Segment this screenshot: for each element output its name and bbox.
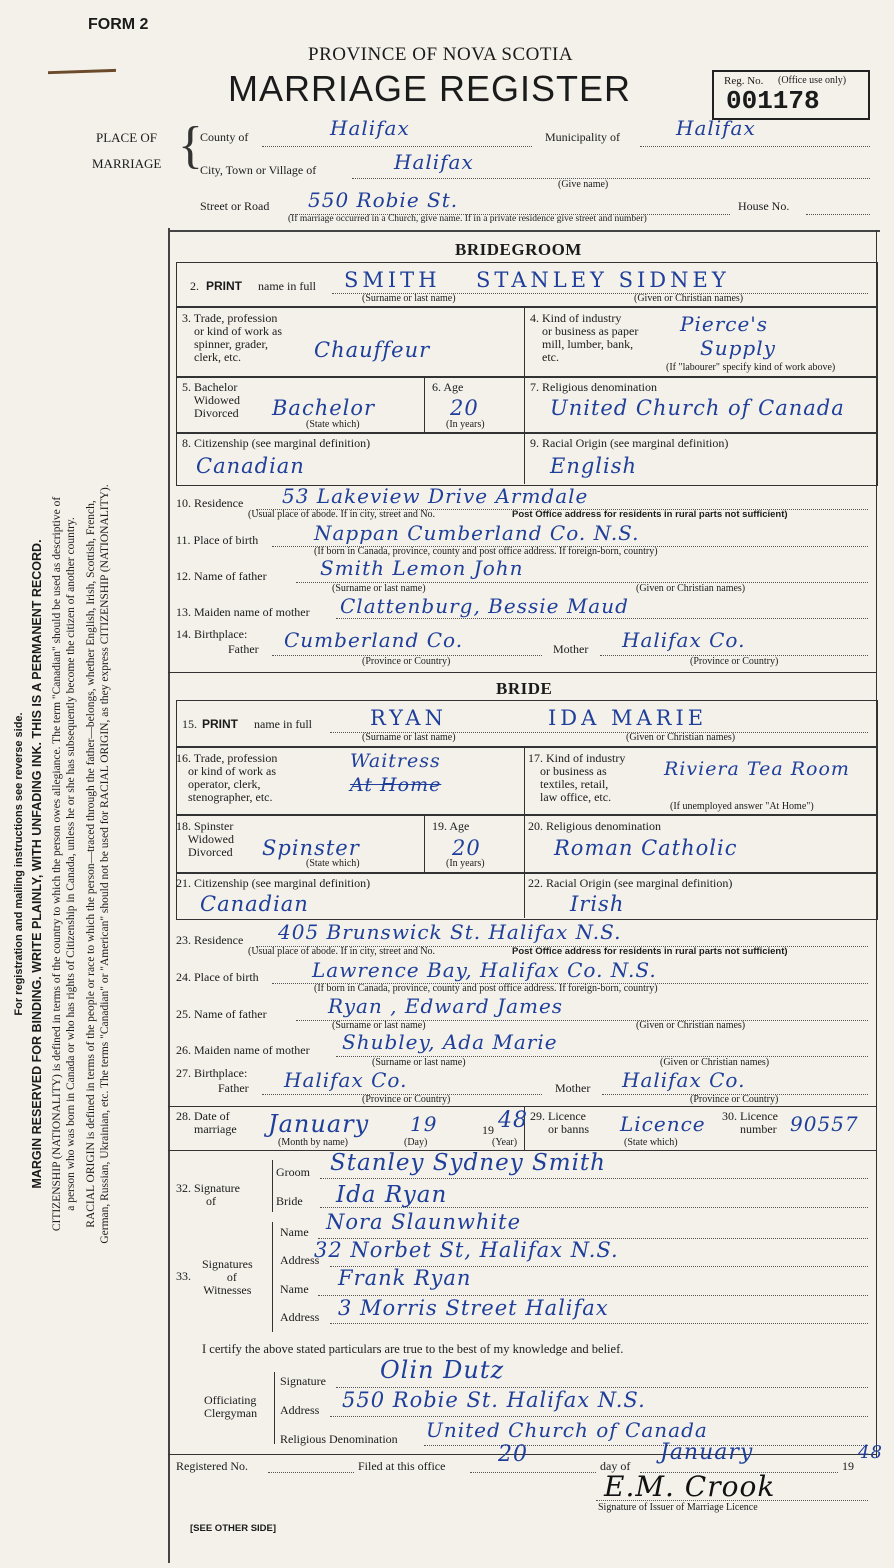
groom-age-value: 20 (450, 396, 479, 420)
certification-text: I certify the above stated particulars are true to the best of my knowledge and belief. (202, 1342, 624, 1356)
groom-racial-value: English (550, 454, 638, 478)
witness-1-address: 32 Norbet St, Halifax N.S. (314, 1238, 619, 1262)
groom-residence-label: 10. Residence (176, 496, 244, 510)
bride-mother-birthplace-value: Halifax Co. (622, 1068, 746, 1092)
groom-trade-value: Chauffeur (314, 338, 431, 362)
groom-religion-value: United Church of Canada (550, 396, 845, 420)
clergy-address: 550 Robie St. Halifax N.S. (342, 1388, 646, 1412)
groom-father-value: Smith Lemon John (320, 556, 524, 580)
licence-type-caption: (State which) (624, 1137, 678, 1148)
witness-1-name-label: Name (280, 1225, 309, 1239)
witness-2-address-label: Address (280, 1310, 320, 1324)
county-label: County of (200, 130, 249, 144)
groom-father-given-caption: (Given or Christian names) (636, 583, 746, 594)
street-note: (If marriage occurred in a Church, give name. If in a private residence give street and number) (288, 214, 647, 224)
witness-2-name: Frank Ryan (338, 1266, 472, 1290)
bride-father-birthplace-label: Father (218, 1081, 249, 1095)
witness-label: Signatures of Witnesses (202, 1257, 253, 1297)
groom-status-divider-1 (424, 376, 425, 432)
bride-status-divider-1 (424, 814, 425, 872)
page-title: MARRIAGE REGISTER (228, 68, 632, 109)
filed-day-line (470, 1472, 596, 1473)
bride-father-surname-caption: (Surname or last name) (332, 1020, 426, 1031)
groom-surname: SMITH (344, 268, 441, 292)
groom-birthplace-note: (If born in Canada, province, county and post office address. If foreign-born, country) (314, 546, 658, 557)
witness-bracket (272, 1222, 273, 1332)
municipality-label: Municipality of (545, 130, 620, 144)
groom-status-divider-2 (524, 376, 525, 432)
groom-citizenship-label: 8. Citizenship (see marginal definition) (182, 436, 371, 450)
groom-mother-label: 13. Maiden name of mother (176, 605, 310, 619)
city-value: Halifax (394, 150, 474, 174)
city-label: City, Town or Village of (200, 163, 317, 177)
groom-father-birthplace-value: Cumberland Co. (284, 628, 464, 652)
marriage-year-prefix: 19 (482, 1123, 494, 1137)
clergy-label: Officiating Clergyman (204, 1393, 258, 1420)
marriage-month-caption: (Month by name) (278, 1137, 348, 1148)
bride-marital-label: 18. Spinster Widowed Divorced (176, 819, 234, 859)
bride-father-given-caption: (Given or Christian names) (636, 1020, 746, 1031)
municipality-value: Halifax (676, 116, 756, 140)
office-use-label: (Office use only) (778, 75, 847, 86)
clergy-address-line (330, 1416, 868, 1417)
groom-mother-birthplace-label: Mother (553, 642, 589, 656)
groom-father-province-caption: (Province or Country) (362, 656, 451, 667)
bride-father-birthplace-value: Halifax Co. (284, 1068, 408, 1092)
bride-trade-value-2: At Home (350, 774, 442, 796)
bride-mother-given-caption: (Given or Christian names) (660, 1057, 770, 1068)
bride-surname: RYAN (370, 706, 447, 730)
groom-residence-note-1: (Usual place of abode. If in city, street and No. (248, 509, 436, 520)
groom-name-label: name in full (258, 279, 316, 293)
marriage-date-label: 28. Date of marriage (176, 1109, 237, 1136)
bride-racial-label: 22. Racial Origin (see marginal definition) (528, 876, 733, 890)
clergy-address-label: Address (280, 1403, 320, 1417)
groom-birthplace-label: 11. Place of birth (176, 533, 259, 547)
groom-signature-label: Groom (276, 1165, 310, 1179)
bride-citizenship-label: 21. Citizenship (see marginal definition) (176, 876, 371, 890)
ink-mark (48, 69, 116, 74)
bride-heading: BRIDE (496, 679, 553, 698)
bridegroom-heading: BRIDEGROOM (455, 240, 582, 259)
groom-residence-value: 53 Lakeview Drive Armdale (282, 484, 589, 508)
groom-residence-note-2: Post Office address for residents in rural parts not sufficient) (512, 509, 788, 520)
bride-surname-caption: (Surname or last name) (362, 732, 456, 743)
bride-trade-value-1: Waitress (350, 750, 441, 772)
bride-parents-birthplace-label: 27. Birthplace: (176, 1066, 248, 1080)
bride-citizenship-value: Canadian (200, 892, 309, 916)
bride-religion-value: Roman Catholic (554, 836, 738, 860)
groom-name-label-num: 2. (190, 279, 199, 293)
witness-2-name-label: Name (280, 1282, 309, 1296)
bride-citizenship-divider (524, 872, 525, 918)
city-line (352, 178, 870, 179)
bride-residence-note-1: (Usual place of abode. If in city, street and No. (248, 946, 436, 957)
bride-signature-label: Bride (276, 1194, 303, 1208)
marriage-day: 19 (410, 1112, 438, 1136)
groom-age-label: 6. Age (432, 380, 464, 394)
groom-industry-value-1: Pierce's (680, 312, 769, 336)
signature-label: 32. Signature of (176, 1181, 240, 1208)
groom-age-caption: (In years) (446, 419, 485, 430)
bride-residence-label: 23. Residence (176, 933, 244, 947)
groom-mother-line (336, 618, 868, 619)
bride-name-label-num: 15. (182, 717, 197, 731)
groom-mother-birthplace-value: Halifax Co. (622, 628, 746, 652)
binding-margin (12, 314, 162, 1414)
groom-given-caption: (Given or Christian names) (634, 293, 744, 304)
bride-age-value: 20 (452, 836, 481, 860)
groom-mother-value: Clattenburg, Bessie Maud (340, 594, 629, 618)
groom-given-names: STANLEY SIDNEY (476, 268, 730, 292)
groom-industry-note: (If "labourer" specify kind of work above) (666, 362, 836, 373)
groom-surname-caption: (Surname or last name) (362, 293, 456, 304)
clergy-signature: Olin Dutz (380, 1356, 505, 1384)
groom-racial-label: 9. Racial Origin (see marginal definition) (530, 436, 729, 450)
bride-father-value: Ryan , Edward James (328, 994, 564, 1018)
bride-father-label: 25. Name of father (176, 1007, 267, 1021)
house-no-line (806, 214, 870, 215)
witness-label-num: 33. (176, 1269, 191, 1283)
marriage-year: 48 (498, 1108, 528, 1133)
see-other-side: [SEE OTHER SIDE] (190, 1523, 277, 1534)
house-no-label: House No. (738, 199, 790, 213)
bride-mother-surname-caption: (Surname or last name) (372, 1057, 466, 1068)
issuer-signature-caption: Signature of Issuer of Marriage Licence (598, 1502, 758, 1513)
bride-industry-value: Riviera Tea Room (664, 758, 850, 780)
bride-religion-label: 20. Religious denomination (528, 819, 661, 833)
reg-number-box (712, 70, 870, 120)
groom-signature: Stanley Sydney Smith (330, 1150, 606, 1176)
witness-2-address-line (330, 1323, 868, 1324)
licence-type-label: 29. Licence or banns (530, 1109, 589, 1136)
witness-1-address-label: Address (280, 1253, 320, 1267)
place-brace: { (178, 117, 203, 174)
bride-racial-value: Irish (570, 892, 625, 916)
bride-print-label: PRINT (202, 717, 238, 731)
filed-day: 20 (498, 1442, 528, 1467)
bride-state-which: (State which) (306, 858, 360, 869)
groom-parents-birthplace-label: 14. Birthplace: (176, 627, 248, 641)
street-label: Street or Road (200, 199, 270, 213)
groom-marital-value: Bachelor (272, 396, 376, 420)
margin-line-1: For registration and mailing instructions see reverse side. (13, 712, 25, 1016)
issuer-signature-line (596, 1500, 868, 1501)
bride-mother-value: Shubley, Ada Marie (342, 1030, 558, 1054)
filed-year: 48 (858, 1442, 883, 1463)
place-of-label: PLACE OF (96, 130, 158, 145)
clergy-signature-label: Signature (280, 1374, 326, 1388)
clergy-religion-value: United Church of Canada (426, 1418, 708, 1442)
bride-birthplace-note: (If born in Canada, province, county and post office address. If foreign-born, country) (314, 983, 658, 994)
groom-mother-province-caption: (Province or Country) (690, 656, 779, 667)
groom-father-surname-caption: (Surname or last name) (332, 583, 426, 594)
filed-label: Filed at this office (358, 1459, 446, 1473)
municipality-line (640, 146, 870, 147)
marriage-day-caption: (Day) (404, 1137, 428, 1148)
bride-birthplace-label: 24. Place of birth (176, 970, 259, 984)
clergy-bracket (274, 1372, 275, 1444)
bride-residence-note-2: Post Office address for residents in rural parts not sufficient) (512, 946, 788, 957)
bride-section-rule (168, 672, 876, 673)
witness-2-address: 3 Morris Street Halifax (338, 1296, 609, 1320)
bride-age-caption: (In years) (446, 858, 485, 869)
bride-signature: Ida Ryan (336, 1182, 448, 1208)
bride-name-label: name in full (254, 717, 312, 731)
groom-signature-line (320, 1178, 868, 1179)
bride-marital-value: Spinster (262, 836, 360, 860)
bride-industry-note: (If unemployed answer "At Home") (670, 801, 814, 812)
filed-year-prefix: 19 (842, 1459, 854, 1473)
groom-trade-divider (524, 306, 525, 376)
clergy-religion-line (424, 1445, 868, 1446)
groom-father-birthplace-label: Father (228, 642, 259, 656)
registered-line (268, 1472, 354, 1473)
groom-birthplace-value: Nappan Cumberland Co. N.S. (314, 521, 640, 545)
licence-number-value: 90557 (790, 1112, 859, 1136)
bride-mother-label: 26. Maiden name of mother (176, 1043, 310, 1057)
groom-religion-label: 7. Religious denomination (530, 380, 657, 394)
groom-state-which: (State which) (306, 419, 360, 430)
issuer-signature: E.M. Crook (604, 1470, 776, 1503)
groom-print-label: PRINT (206, 279, 242, 293)
margin-line-4: a person who was born in Canada or who has rights of Citizenship in Canada, unless he or she has subsequently become the citizen of another country. (65, 517, 77, 1211)
bride-age-label: 19. Age (432, 819, 470, 833)
signature-bracket (272, 1160, 273, 1212)
county-line (262, 146, 532, 147)
bride-industry-label: 17. Kind of industry or business as textiles, retail, law office, etc. (528, 751, 626, 804)
bride-mother-province-caption: (Province or Country) (690, 1094, 779, 1105)
reg-number: 001178 (726, 86, 820, 116)
margin-line-2: MARGIN RESERVED FOR BINDING. WRITE PLAINLY, WITH UNFADING INK. THIS IS A PERMANENT RECORD. (30, 539, 44, 1189)
bride-given-names: IDA MARIE (548, 706, 708, 730)
marriage-section-rule-top (168, 1106, 876, 1107)
bride-trade-label: 16. Trade, profession or kind of work as operator, clerk, stenographer, etc. (176, 751, 278, 804)
registered-label: Registered No. (176, 1459, 248, 1473)
groom-industry-value-2: Supply (700, 336, 776, 360)
margin-line-6: German, Russian, Ukrainian, etc. The terms "Canadian" or "American" should not be used for RACIAL ORIGIN, as they express CITIZENSHIP (NATIONALITY). (99, 484, 111, 1244)
bride-status-divider-2 (524, 814, 525, 872)
witness-1-name: Nora Slaunwhite (326, 1210, 522, 1234)
margin-line-5: RACIAL ORIGIN is defined in terms of the people or race to which the person—traced through the father—belongs, whether English, Irish, Scottish, French, (85, 500, 97, 1228)
bride-trade-divider (524, 746, 525, 814)
reg-label: Reg. No. (724, 75, 764, 87)
province-heading: PROVINCE OF NOVA SCOTIA (308, 44, 574, 65)
groom-citizenship-value: Canadian (196, 454, 305, 478)
frame-left (168, 228, 170, 1563)
day-of-label: day of (600, 1459, 631, 1473)
groom-industry-label: 4. Kind of industry or business as paper mill, lumber, bank, etc. (530, 311, 639, 364)
groom-citizenship-divider (524, 432, 525, 484)
give-name-caption: (Give name) (558, 179, 609, 190)
marriage-label: MARRIAGE (92, 156, 162, 171)
groom-trade-label: 3. Trade, profession or kind of work as spinner, grader, clerk, etc. (182, 311, 282, 364)
groom-marital-label: 5. Bachelor Widowed Divorced (182, 380, 240, 420)
county-value: Halifax (330, 116, 410, 140)
frame-top (168, 230, 880, 232)
marriage-year-caption: (Year) (492, 1137, 518, 1148)
licence-number-label: 30. Licence number (722, 1109, 778, 1136)
form-number: FORM 2 (88, 16, 149, 33)
bride-residence-value: 405 Brunswick St. Halifax N.S. (278, 920, 622, 944)
margin-line-3: CITIZENSHIP (NATIONALITY) is defined in terms of the country to which the person owes allegiance. The term "Canadian" should be used as descriptive of (51, 496, 63, 1232)
filed-month: January (660, 1440, 754, 1465)
bride-given-caption: (Given or Christian names) (626, 732, 736, 743)
bride-father-province-caption: (Province or Country) (362, 1094, 451, 1105)
groom-father-label: 12. Name of father (176, 569, 267, 583)
marriage-month: January (268, 1110, 370, 1138)
bride-mother-birthplace-label: Mother (555, 1081, 591, 1095)
bride-birthplace-value: Lawrence Bay, Halifax Co. N.S. (312, 958, 657, 982)
clergy-religion-label: Religious Denomination (280, 1432, 398, 1446)
licence-type-value: Licence (620, 1112, 706, 1136)
street-value: 550 Robie St. (308, 188, 459, 212)
